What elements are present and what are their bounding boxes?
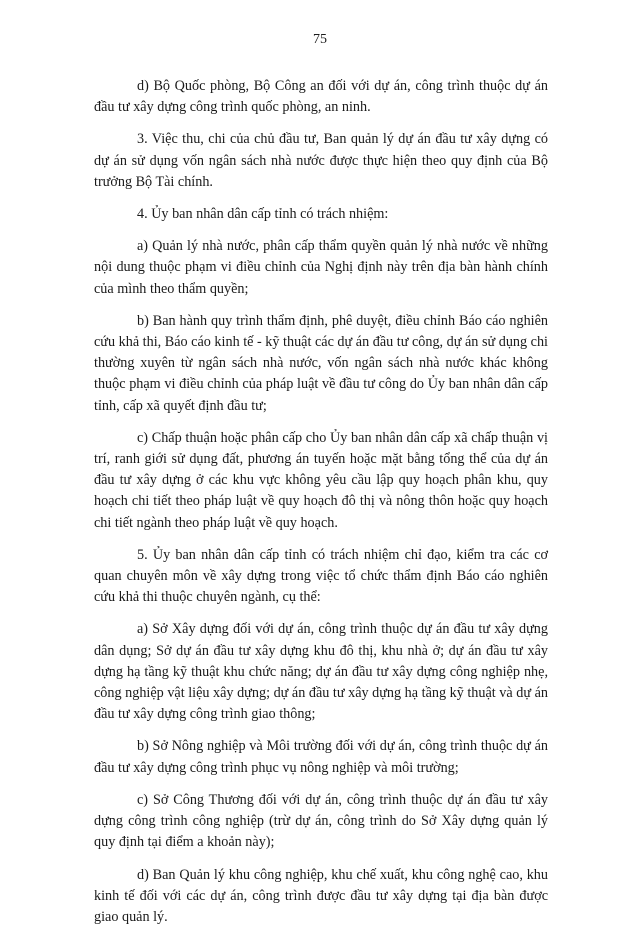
paragraph-1d-ministry-defense: d) Bộ Quốc phòng, Bộ Công an đối với dự án, công trình thuộc dự án đầu tư xây dựng công trình quốc phòng, an ninh.	[94, 78, 548, 116]
document-body	[94, 76, 548, 939]
paragraph-4-provincial-responsibility: 4. Ủy ban nhân dân cấp tỉnh có trách nhiệm:	[137, 206, 389, 223]
paragraph-5b-agriculture-dept: b) Sở Nông nghiệp và Môi trường đối với dự án, công trình thuộc dự án đầu tư xây dựng công trình phục vụ nông nghiệp và môi trường;	[94, 738, 548, 776]
paragraph-5-direct-inspect: 5. Ủy ban nhân dân cấp tỉnh có trách nhiệm chỉ đạo, kiểm tra các cơ quan chuyên môn về xây dựng trong việc tổ chức thẩm định Báo cáo nghiên cứu khả thi thuộc chuyên ngành, cụ thể:	[94, 546, 548, 606]
page-number: 75	[313, 32, 327, 47]
paragraph-5d-industrial-zones-board: d) Ban Quản lý khu công nghiệp, khu chế xuất, khu công nghệ cao, khu kinh tế đối với các dự án, công trình được đầu tư xây dựng tại địa bàn được giao quản lý.	[94, 866, 548, 925]
paragraph-4c-land-approval: c) Chấp thuận hoặc phân cấp cho Ủy ban nhân dân cấp xã chấp thuận vị trí, ranh giới sử dụng đất, phương án tuyến hoặc mặt bằng tổng thể của dự án đầu tư xây dựng ở các khu vực không yêu cầu lập quy hoạch phân khu, quy hoạch chi tiết theo pháp luật về quy hoạch đô thị và nông thôn hoặc quy hoạch chi tiết ngành theo pháp luật về quy hoạch.	[94, 429, 548, 531]
paragraph-3-revenue-expense: 3. Việc thu, chi của chủ đầu tư, Ban quản lý dự án đầu tư xây dựng có dự án sử dụng vốn ngân sách nhà nước được thực hiện theo quy định của Bộ trưởng Bộ Tài chính.	[94, 131, 548, 190]
paragraph-5c-industry-trade-dept: c) Sở Công Thương đối với dự án, công trình thuộc dự án đầu tư xây dựng công trình công nghiệp (trừ dự án, công trình do Sở Xây dựng quản lý quy định tại điểm a khoản này);	[94, 791, 548, 851]
paragraph-5a-construction-dept: a) Sở Xây dựng đối với dự án, công trình thuộc dự án đầu tư xây dựng dân dụng; Sở dự án đầu tư xây dựng khu đô thị, khu nhà ở; dự án đầu tư xây dựng hạ tầng kỹ thuật khu chức năng; dự án đầu tư xây dựng công nghiệp nhẹ, công nghiệp vật liệu xây dựng; dự án đầu tư xây dựng hạ tầng kỹ thuật và dự án đầu tư xây dựng công trình giao thông;	[94, 621, 548, 723]
paragraph-4b-appraisal-process: b) Ban hành quy trình thẩm định, phê duyệt, điều chỉnh Báo cáo nghiên cứu khả thi, Báo cáo kinh tế - kỹ thuật các dự án đầu tư công, dự án sử dụng chi thường xuyên từ ngân sách nhà nước, vốn ngân sách nhà nước khác không thuộc phạm vi điều chỉnh của pháp luật về đầu tư công do Ủy ban nhân dân cấp tỉnh, cấp xã quyết định đầu tư;	[94, 312, 548, 414]
paragraph-4a-state-management: a) Quản lý nhà nước, phân cấp thẩm quyền quản lý nhà nước về những nội dung thuộc phạm vi điều chỉnh của Nghị định này trên địa bàn hành chính của mình theo thẩm quyền;	[94, 238, 548, 297]
